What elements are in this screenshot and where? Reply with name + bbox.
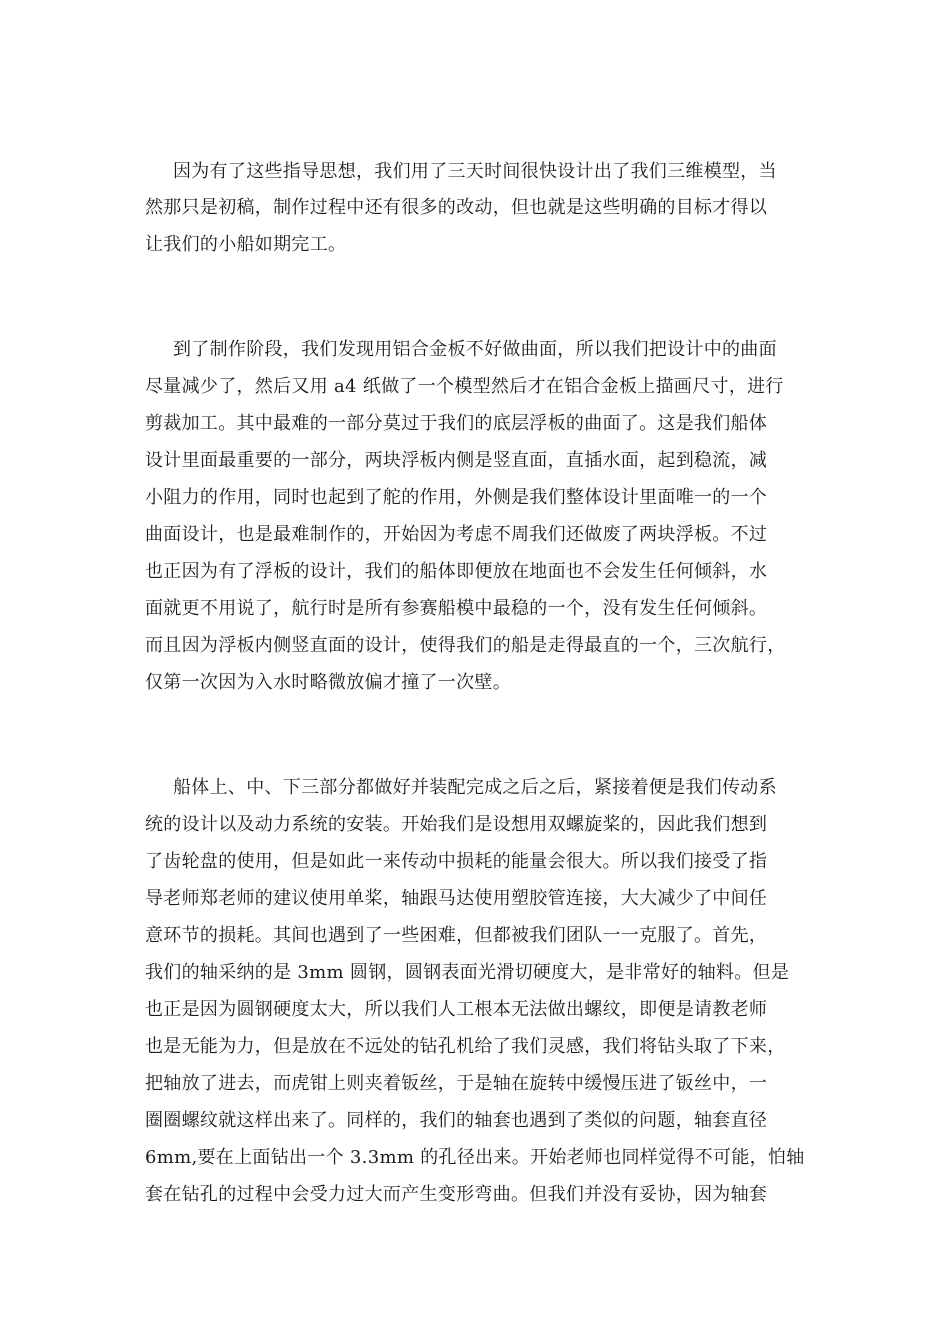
text-line: 我们的轴采纳的是 3mm 圆钢，圆钢表面光滑切硬度大，是非常好的轴料。但是 xyxy=(145,962,790,983)
text-line: 到了制作阶段，我们发现用铝合金板不好做曲面，所以我们把设计中的曲面 xyxy=(173,339,777,360)
text-line: 统的设计以及动力系统的安装。开始我们是设想用双螺旋桨的，因此我们想到 xyxy=(145,814,768,835)
text-line: 船体上、中、下三部分都做好并装配完成之后之后，紧接着便是我们传动系 xyxy=(173,777,777,798)
text-line: 剪裁加工。其中最难的一部分莫过于我们的底层浮板的曲面了。这是我们船体 xyxy=(145,413,768,434)
text-line: 6mm,要在上面钻出一个 3.3mm 的孔径出来。开始老师也同样觉得不可能，怕轴 xyxy=(145,1147,805,1168)
text-line: 也是无能为力，但是放在不远处的钻孔机给了我们灵感，我们将钻头取了下来， xyxy=(145,1036,786,1057)
text-line: 也正因为有了浮板的设计，我们的船体即便放在地面也不会发生任何倾斜，水 xyxy=(145,561,768,582)
text-line: 而且因为浮板内侧竖直面的设计，使得我们的船是走得最直的一个，三次航行， xyxy=(145,635,786,656)
text-line: 导老师郑老师的建议使用单桨，轴跟马达使用塑胶管连接，大大减少了中间任 xyxy=(145,888,768,909)
text-line: 也正是因为圆钢硬度太大，所以我们人工根本无法做出螺纹，即便是请教老师 xyxy=(145,999,768,1020)
text-line: 把轴放了进去，而虎钳上则夹着钣丝，于是轴在旋转中缓慢压进了钣丝中，一 xyxy=(145,1073,768,1094)
text-line: 套在钻孔的过程中会受力过大而产生变形弯曲。但我们并没有妥协，因为轴套 xyxy=(145,1184,768,1205)
text-line: 面就更不用说了，航行时是所有参赛船模中最稳的一个，没有发生任何倾斜。 xyxy=(145,598,768,619)
text-line: 让我们的小船如期完工。 xyxy=(145,234,347,255)
text-line: 尽量减少了，然后又用 a4 纸做了一个模型然后才在铝合金板上描画尺寸，进行 xyxy=(145,376,784,397)
text-line: 然那只是初稿，制作过程中还有很多的改动，但也就是这些明确的目标才得以 xyxy=(145,197,768,218)
text-line: 小阻力的作用，同时也起到了舵的作用，外侧是我们整体设计里面唯一的一个 xyxy=(145,487,768,508)
text-line: 意环节的损耗。其间也遇到了一些困难，但都被我们团队一一克服了。首先， xyxy=(145,925,768,946)
text-line: 曲面设计，也是最难制作的，开始因为考虑不周我们还做废了两块浮板。不过 xyxy=(145,524,768,545)
text-line: 因为有了这些指导思想，我们用了三天时间很快设计出了我们三维模型，当 xyxy=(173,161,777,182)
text-line: 仅第一次因为入水时略微放偏才撞了一次壁。 xyxy=(145,672,511,693)
text-line: 圈圈螺纹就这样出来了。同样的，我们的轴套也遇到了类似的问题，轴套直径 xyxy=(145,1110,768,1131)
text-line: 设计里面最重要的一部分，两块浮板内侧是竖直面，直插水面，起到稳流，减 xyxy=(145,450,768,471)
text-line: 了齿轮盘的使用，但是如此一来传动中损耗的能量会很大。所以我们接受了指 xyxy=(145,851,768,872)
